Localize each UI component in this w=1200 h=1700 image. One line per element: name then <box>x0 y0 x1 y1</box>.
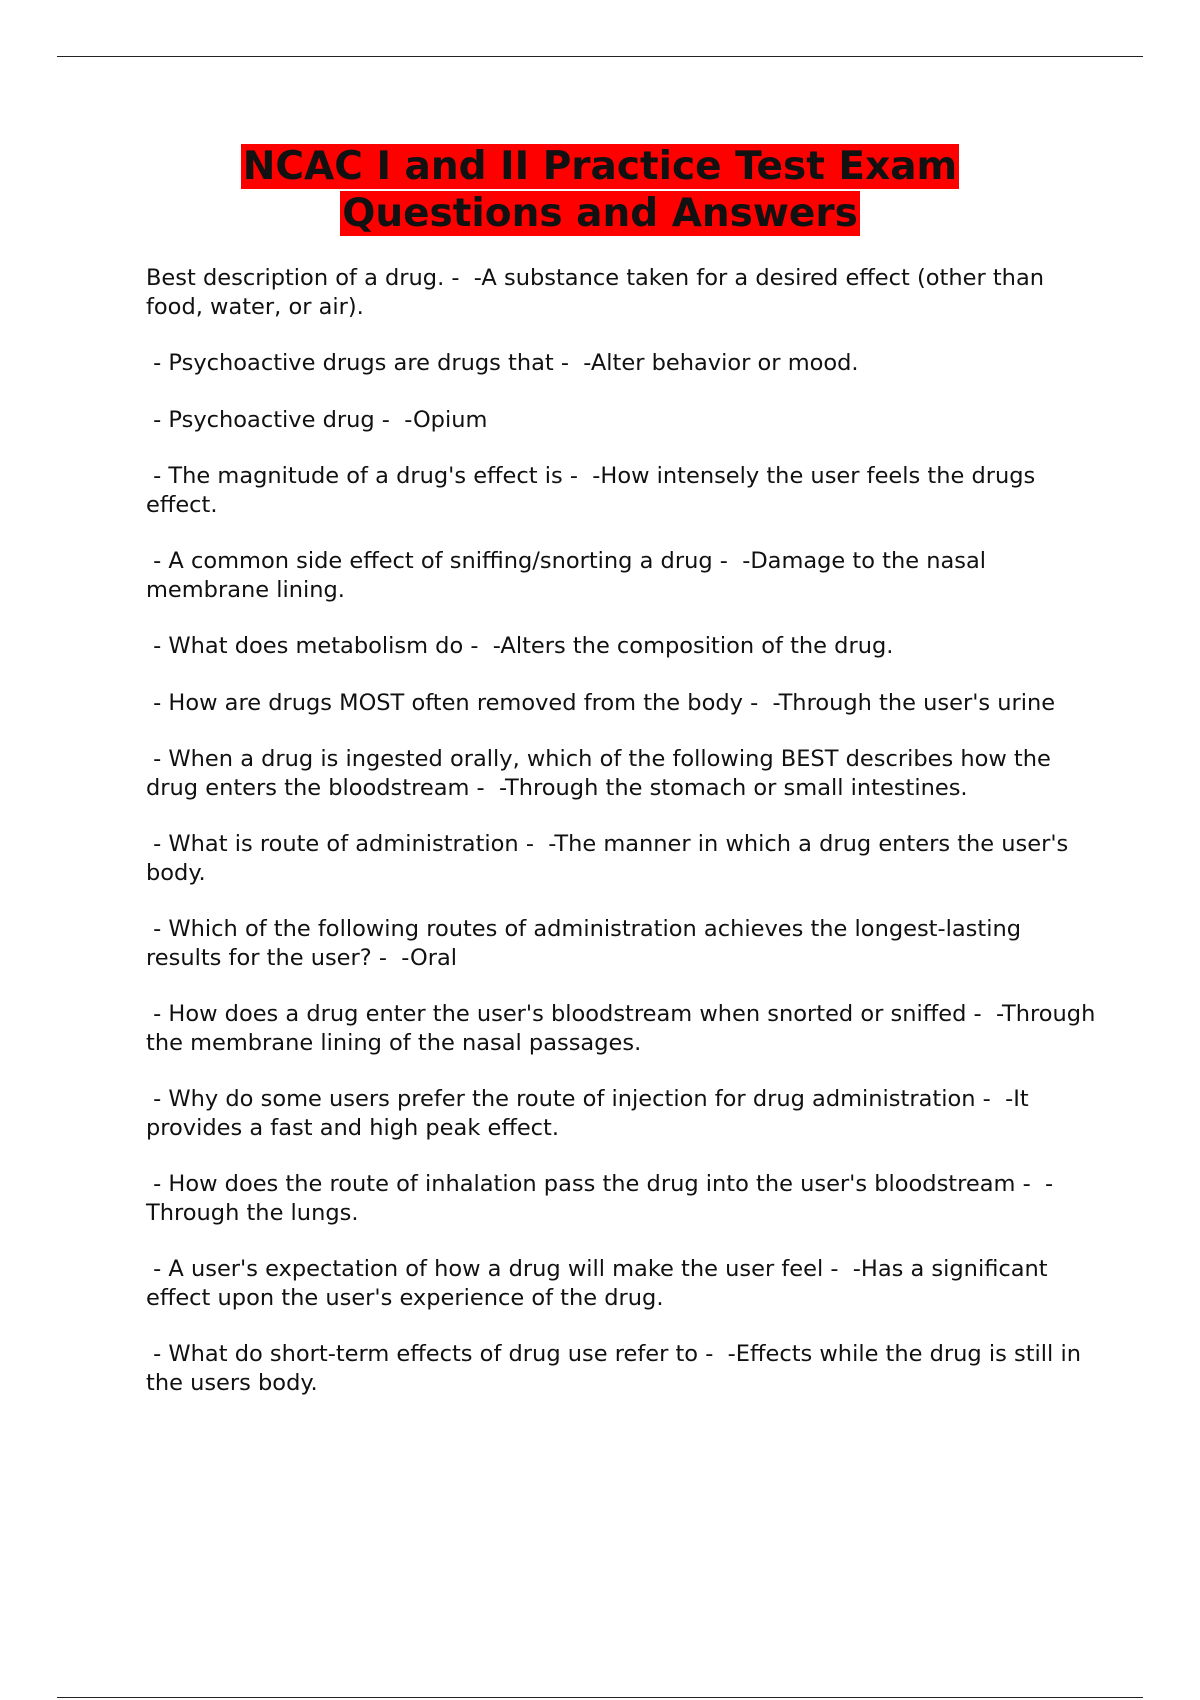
qa-item: Best description of a drug. - -A substance taken for a desired effect (other than food, water, or air). <box>146 265 1052 320</box>
qa-item: - Psychoactive drug - -Opium <box>146 406 488 433</box>
qa-item: - What does metabolism do - -Alters the composition of the drug. <box>146 633 894 659</box>
qa-item: - When a drug is ingested orally, which of the following BEST describes how the drug enters the bloodstream - -Through the stomach or small intestines. <box>146 746 1058 801</box>
qa-item: - A common side effect of sniffing/snorting a drug - -Damage to the nasal membrane lining. <box>146 548 994 603</box>
qa-item: - What is route of administration - -The manner in which a drug enters the user's body. <box>146 831 1076 886</box>
document-title <box>0 143 1200 237</box>
qa-item: - How does the route of inhalation pass the drug into the user's bloodstream - -Through the lungs. <box>146 1171 1054 1226</box>
qa-item: - How are drugs MOST often removed from the body - -Through the user's urine <box>146 689 1056 716</box>
qa-item: - Psychoactive drugs are drugs that - -Alter behavior or mood. <box>146 350 859 376</box>
qa-item: - Why do some users prefer the route of injection for drug administration - -It provides a fast and high peak effect. <box>146 1086 1036 1141</box>
qa-item: - Which of the following routes of administration achieves the longest-lasting results for the user? - -Oral <box>146 916 1029 971</box>
title-line-2: Questions and Answers <box>342 191 858 236</box>
qa-list <box>146 264 1103 1425</box>
qa-item: - A user's expectation of how a drug will make the user feel - -Has a significant effect upon the user's experience of the drug. <box>146 1256 1055 1311</box>
qa-item: - How does a drug enter the user's bloodstream when snorted or sniffed - -Through the membrane lining of the nasal passages. <box>146 1001 1103 1056</box>
top-divider <box>57 56 1143 57</box>
qa-item: - What do short-term effects of drug use refer to - -Effects while the drug is still in the users body. <box>146 1341 1089 1396</box>
title-line-1: NCAC I and II Practice Test Exam <box>242 144 958 189</box>
bottom-divider <box>57 1697 1143 1698</box>
qa-item: - The magnitude of a drug's effect is - -How intensely the user feels the drugs effect. <box>146 463 1043 518</box>
